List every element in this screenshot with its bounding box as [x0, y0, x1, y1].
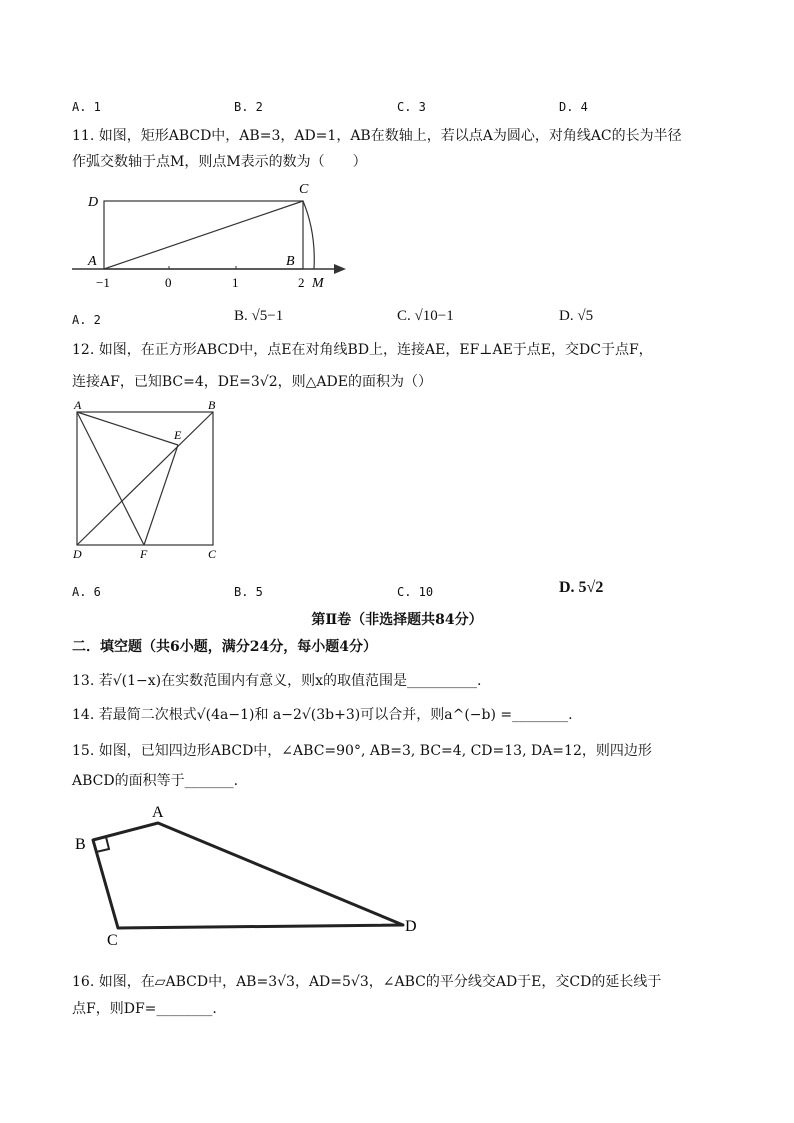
q10-option-b: B. 2	[234, 100, 263, 114]
label-d: D	[73, 547, 82, 561]
label-m: M	[312, 276, 324, 291]
q14-text: 14. 若最简二次根式√(4a−1)和 a−2√(3b+3)可以合并，则a^(−b) =________.	[72, 707, 573, 723]
label-c: C	[107, 932, 118, 949]
q11-option-b: B. √5−1	[234, 308, 284, 324]
q11-option-d: D. √5	[559, 308, 594, 324]
diagonal-ac	[104, 201, 303, 269]
q11-option-a: A. 2	[72, 313, 101, 327]
q12-figure	[66, 396, 226, 566]
label-b: B	[208, 398, 216, 412]
q10-option-d: D. 4	[559, 100, 588, 114]
number-line-arrow-icon	[334, 264, 346, 274]
label-d: D	[88, 195, 99, 210]
label-a: A	[152, 804, 164, 821]
q11-figure	[66, 176, 356, 294]
q15-line1: 15. 如图，已知四边形ABCD中，∠ABC=90°, AB=3, BC=4, CD=13, DA=12，则四边形	[72, 743, 652, 759]
q16-line1: 16. 如图，在▱ABCD中，AB=3√3，AD=5√3，∠ABC的平分线交AD于E，交CD的延长线于	[72, 974, 662, 990]
segment-ef	[144, 445, 178, 545]
label-e: E	[174, 428, 182, 442]
label-a: A	[88, 254, 97, 269]
label-c: C	[208, 547, 217, 561]
q13-text: 13. 若√(1−x)在实数范围内有意义，则x的取值范围是__________.	[72, 673, 482, 689]
segment-af	[77, 412, 144, 545]
part2-title: 第Ⅱ卷（非选择题共84分）	[311, 612, 483, 628]
tick-label-1: 1	[232, 275, 239, 290]
label-d: D	[405, 918, 417, 935]
label-f: F	[140, 547, 148, 561]
label-c: C	[299, 182, 309, 197]
label-a: A	[74, 398, 82, 412]
q16-line2: 点F，则DF=________.	[72, 1001, 217, 1017]
tick-label-neg1: −1	[96, 275, 110, 290]
section-heading: 二．填空题（共6小题，满分24分，每小题4分）	[72, 639, 377, 655]
label-b: B	[286, 254, 295, 269]
diagonal-bd	[77, 412, 213, 545]
q12-option-a: A. 6	[72, 585, 101, 599]
q15-line2: ABCD的面积等于_______.	[72, 773, 239, 789]
q10-option-c: C. 3	[397, 100, 426, 114]
label-b: B	[75, 836, 86, 853]
arc-cm	[303, 201, 314, 269]
segment-ae	[77, 412, 178, 445]
q12-option-b: B. 5	[234, 585, 263, 599]
q12-line1: 12. 如图，在正方形ABCD中，点E在对角线BD上，连接AE，EF⊥AE于点E，交DC于点F，	[72, 342, 653, 358]
q11-line1: 11. 如图，矩形ABCD中，AB=3，AD=1，AB在数轴上，若以点A为圆心，对角线AC的长为半径	[72, 128, 682, 144]
tick-label-2: 2	[298, 275, 305, 290]
q12-option-d: D. 5√2	[559, 579, 604, 596]
q12-option-c: C. 10	[397, 585, 434, 599]
tick-label-0: 0	[165, 275, 172, 290]
q11-option-c: C. √10−1	[397, 308, 454, 324]
quadrilateral-abcd	[93, 823, 403, 928]
q15-figure	[70, 800, 430, 950]
q12-line2: 连接AF，已知BC=4，DE=3√2，则△ADE的面积为（）	[72, 374, 432, 390]
q10-option-a: A. 1	[72, 100, 101, 114]
q11-line2: 作弧交数轴于点M，则点M表示的数为（ ）	[72, 154, 367, 170]
